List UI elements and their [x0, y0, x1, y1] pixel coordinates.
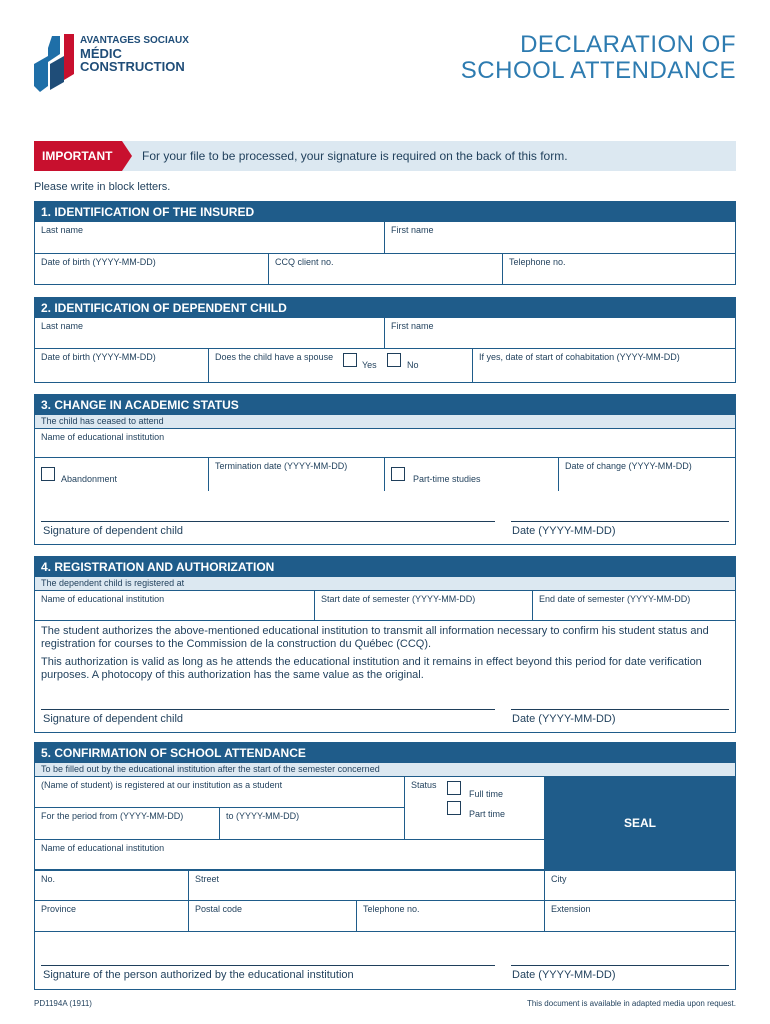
- insured-phone-label: Telephone no.: [509, 257, 566, 267]
- s4-signature-line[interactable]: [41, 709, 495, 710]
- province-field[interactable]: [35, 901, 189, 932]
- logo-line3: CONSTRUCTION: [80, 59, 185, 74]
- fulltime-label: Full time: [469, 789, 504, 799]
- institution-phone-label: Telephone no.: [363, 904, 420, 914]
- spouse-yes-checkbox[interactable]: [343, 353, 357, 367]
- form-code: PD1194A (1911): [34, 999, 92, 1008]
- extension-label: Extension: [551, 904, 591, 914]
- period-to-label: to (YYYY-MM-DD): [226, 811, 300, 821]
- s3-signature-line[interactable]: [41, 521, 495, 522]
- spouse-yes-label: Yes: [362, 360, 377, 370]
- title-line1: DECLARATION OF: [520, 31, 736, 58]
- company-logo: [34, 34, 79, 96]
- student-registration-field[interactable]: [35, 777, 405, 808]
- child-last-name-field[interactable]: [35, 318, 385, 349]
- section-2: [34, 297, 736, 383]
- extension-field[interactable]: [545, 901, 735, 932]
- fulltime-checkbox[interactable]: [447, 781, 461, 795]
- confirm-institution-label: Name of educational institution: [41, 843, 165, 853]
- parttime-studies-label: Part-time studies: [413, 474, 481, 484]
- s4-date-line[interactable]: [511, 709, 729, 710]
- spouse-no-label: No: [407, 360, 419, 370]
- period-from-label: For the period from (YYYY-MM-DD): [41, 811, 184, 821]
- ceased-institution-field[interactable]: [35, 429, 735, 458]
- logo-line2: MÉDIC: [80, 46, 122, 61]
- parttime-label: Part time: [469, 809, 506, 819]
- cohabitation-date-label: If yes, date of start of cohabitation (YYYY-MM-DD): [479, 352, 680, 362]
- section-4-heading: 4. REGISTRATION AND AUTHORIZATION: [35, 557, 735, 577]
- adapted-media-note: This document is available in adapted media upon request.: [526, 999, 736, 1008]
- important-arrow-icon: [122, 141, 132, 171]
- change-date-field[interactable]: [559, 458, 735, 491]
- child-dob-field[interactable]: [35, 349, 209, 382]
- abandonment-label: Abandonment: [61, 474, 118, 484]
- period-from-field[interactable]: [35, 808, 220, 840]
- child-dob-label: Date of birth (YYYY-MM-DD): [41, 352, 156, 362]
- s5-date-label: Date (YYYY-MM-DD): [512, 969, 616, 981]
- s4-date-label: Date (YYYY-MM-DD): [512, 713, 616, 725]
- section-5: [34, 742, 736, 990]
- change-date-label: Date of change (YYYY-MM-DD): [565, 461, 692, 471]
- s5-signature-line[interactable]: [41, 965, 495, 966]
- s5-signature-label: Signature of the person authorized by the educational institution: [43, 969, 354, 981]
- seal-area: SEAL: [545, 777, 735, 870]
- semester-end-label: End date of semester (YYYY-MM-DD): [539, 594, 691, 604]
- termination-date-field[interactable]: [209, 458, 385, 491]
- province-label: Province: [41, 904, 77, 914]
- registered-institution-label: Name of educational institution: [41, 594, 165, 604]
- address-number-label: No.: [41, 874, 56, 884]
- insured-first-name-label: First name: [391, 225, 434, 235]
- logo-line1: AVANTAGES SOCIAUX: [80, 35, 189, 46]
- city-label: City: [551, 874, 567, 884]
- semester-start-field[interactable]: [315, 591, 533, 621]
- s4-signature-label: Signature of dependent child: [43, 713, 184, 725]
- section-4: [34, 556, 736, 733]
- section-4-subheading: The dependent child is registered at: [35, 577, 735, 591]
- spouse-question: [209, 349, 473, 382]
- s3-date-label: Date (YYYY-MM-DD): [512, 525, 616, 537]
- insured-phone-field[interactable]: [503, 254, 735, 284]
- section-3: [34, 394, 736, 545]
- block-letters-note: Please write in block letters.: [34, 181, 171, 193]
- insured-dob-field[interactable]: [35, 254, 269, 284]
- street-field[interactable]: [189, 870, 545, 901]
- insured-ccq-field[interactable]: [269, 254, 503, 284]
- child-first-name-field[interactable]: [385, 318, 735, 349]
- ceased-institution-label: Name of educational institution: [41, 432, 165, 442]
- s5-date-line[interactable]: [511, 965, 729, 966]
- important-tag: IMPORTANT: [34, 141, 122, 171]
- city-field[interactable]: [545, 870, 735, 901]
- cohabitation-date-field[interactable]: [473, 349, 735, 382]
- spouse-label: Does the child have a spouse: [215, 352, 334, 362]
- section-5-heading: 5. CONFIRMATION OF SCHOOL ATTENDANCE: [35, 743, 735, 763]
- postal-code-field[interactable]: [189, 901, 357, 932]
- important-text: For your file to be processed, your signature is required on the back of this form.: [142, 149, 568, 163]
- semester-end-field[interactable]: [533, 591, 735, 621]
- section-1: [34, 201, 736, 285]
- title-line2: SCHOOL ATTENDANCE: [460, 57, 736, 84]
- insured-dob-label: Date of birth (YYYY-MM-DD): [41, 257, 156, 267]
- section-2-heading: 2. IDENTIFICATION OF DEPENDENT CHILD: [35, 298, 735, 318]
- postal-code-label: Postal code: [195, 904, 243, 914]
- insured-last-name-label: Last name: [41, 225, 84, 235]
- logo-mark-icon: [34, 34, 79, 96]
- child-last-name-label: Last name: [41, 321, 84, 331]
- abandonment-checkbox[interactable]: [41, 467, 55, 481]
- section-3-heading: 3. CHANGE IN ACADEMIC STATUS: [35, 395, 735, 415]
- parttime-studies-checkbox[interactable]: [391, 467, 405, 481]
- insured-ccq-label: CCQ client no.: [275, 257, 334, 267]
- section-1-heading: 1. IDENTIFICATION OF THE INSURED: [35, 202, 735, 222]
- section-3-subheading: The child has ceased to attend: [35, 415, 735, 429]
- confirm-institution-field[interactable]: [35, 840, 545, 870]
- page-title: [461, 32, 736, 84]
- street-label: Street: [195, 874, 220, 884]
- termination-date-label: Termination date (YYYY-MM-DD): [215, 461, 348, 471]
- student-registration-label: (Name of student) is registered at our institution as a student: [41, 780, 283, 790]
- insured-first-name-field[interactable]: [385, 222, 735, 254]
- authorization-paragraph-1: The student authorizes the above-mentioned educational institution to transmit all information necessary to confirm his student status and registration for courses to the Commission de la construction du Québec (CCQ).: [41, 625, 709, 650]
- parttime-checkbox[interactable]: [447, 801, 461, 815]
- spouse-no-checkbox[interactable]: [387, 353, 401, 367]
- status-label: Status: [411, 780, 437, 790]
- registered-institution-field[interactable]: [35, 591, 315, 621]
- s3-date-line[interactable]: [511, 521, 729, 522]
- address-number-field[interactable]: [35, 870, 189, 901]
- semester-start-label: Start date of semester (YYYY-MM-DD): [321, 594, 476, 604]
- section-5-subheading: To be filled out by the educational institution after the start of the semester concerned: [35, 763, 735, 777]
- s3-signature-label: Signature of dependent child: [43, 525, 184, 537]
- child-first-name-label: First name: [391, 321, 434, 331]
- insured-last-name-field[interactable]: [35, 222, 385, 254]
- authorization-paragraph-2: This authorization is valid as long as he attends the educational institution and it remains in effect beyond this period for date verification purposes. A photocopy of this authorization has the same value as the original.: [41, 656, 702, 681]
- institution-phone-field[interactable]: [357, 901, 545, 932]
- period-to-field[interactable]: [220, 808, 405, 840]
